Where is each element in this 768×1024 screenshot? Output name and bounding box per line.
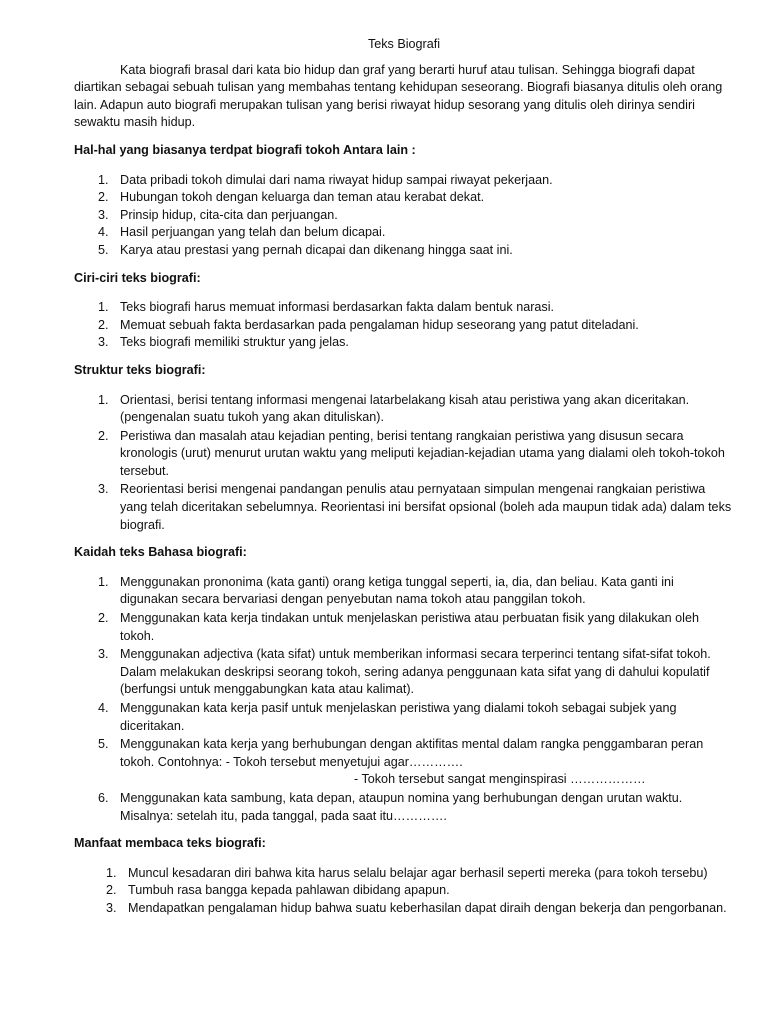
list-number: 2. — [98, 428, 109, 443]
list-item-text: Hasil perjuangan yang telah dan belum dicapai. — [120, 225, 386, 240]
list-item — [74, 481, 734, 534]
list-number: 2. — [106, 883, 117, 898]
list-item-text: Muncul kesadaran diri bahwa kita harus selalu belajar agar berhasil seperti mereka (para tokoh tersebu) — [128, 865, 708, 880]
section-heading-hal-hal: Hal-hal yang biasanya terdpat biografi tokoh Antara lain : — [74, 142, 416, 157]
list-item — [74, 700, 734, 735]
list-item — [74, 242, 734, 260]
list-number: 2. — [98, 317, 109, 332]
list-item — [74, 334, 734, 352]
list-item — [74, 736, 734, 789]
list-number: 1. — [98, 300, 109, 315]
list-item-example: - Tokoh tersebut sangat menginspirasi ……………… — [354, 772, 646, 787]
list-number: 3. — [98, 207, 109, 222]
list-number: 3. — [98, 482, 109, 497]
list-number: 3. — [98, 647, 109, 662]
list-item-text: Hubungan tokoh dengan keluarga dan teman atau kerabat dekat. — [120, 190, 485, 205]
list-item-text: Menggunakan kata kerja tindakan untuk menjelaskan peristiwa atau perbuatan fisik yang dilakukan oleh tokoh. — [120, 611, 699, 643]
list-hal-hal — [74, 172, 734, 260]
list-number: 5. — [98, 737, 109, 752]
list-item — [74, 610, 734, 645]
list-number: 2. — [98, 190, 109, 205]
list-struktur — [74, 392, 734, 535]
list-ciri-ciri — [74, 299, 734, 352]
list-item — [74, 299, 734, 317]
list-item-text: Menggunakan adjectiva (kata sifat) untuk memberikan informasi secara terperinci tentang sifat-sifat tokoh. Dalam melakukan deskripsi seorang tokoh, sering adanya penggunaan kata sifat yang di dahului kopulatif (berfungsi untuk menggabungkan kata atau kalimat). — [120, 647, 711, 697]
list-item-text: Tumbuh rasa bangga kepada pahlawan dibidang apapun. — [128, 883, 450, 898]
section-heading-kaidah: Kaidah teks Bahasa biografi: — [74, 545, 247, 560]
list-item — [74, 224, 734, 242]
list-item-text: Teks biografi harus memuat informasi berdasarkan fakta dalam bentuk narasi. — [120, 300, 554, 315]
list-item-text: Orientasi, berisi tentang informasi mengenai latarbelakang kisah atau peristiwa yang akan diceritakan. (pengenalan suatu tukoh yang akan dituliskan). — [120, 392, 690, 425]
section-heading-manfaat: Manfaat membaca teks biografi: — [74, 836, 266, 851]
list-item-text: Menggunakan kata sambung, kata depan, ataupun nomina yang berhubungan dengan urutan waktu. Misalnya: setelah itu, pada tanggal, pada saat itu…………. — [120, 790, 683, 823]
intro-paragraph: Kata biografi brasal dari kata bio hidup dan graf yang berarti huruf atau tulisan. Sehingga biografi dapat diartikan sebagai sebuah tulisan yang membahas tentang kehidupan seseorang. Biografi biasanya ditulis oleh orang lain. Adapun auto biografi merupakan tulisan yang berisi riwayat hidup sesorang yang ditulis oleh dirinya sendiri sewaktu masih hidup. — [74, 62, 723, 130]
list-item — [74, 646, 734, 699]
list-item — [74, 790, 734, 825]
list-number: 1. — [98, 574, 109, 589]
list-number: 5. — [98, 242, 109, 257]
list-item-text: Karya atau prestasi yang pernah dicapai dan dikenang hingga saat ini. — [120, 242, 513, 257]
list-item — [74, 574, 734, 609]
list-item — [74, 172, 734, 190]
list-item-text: Teks biografi memiliki struktur yang jelas. — [120, 335, 349, 350]
list-item — [74, 189, 734, 207]
list-item — [74, 865, 734, 883]
section-heading-ciri-ciri: Ciri-ciri teks biografi: — [74, 270, 201, 285]
list-number: 3. — [98, 335, 109, 350]
list-item — [74, 207, 734, 225]
list-number: 1. — [98, 392, 109, 407]
list-item — [74, 900, 734, 918]
list-item — [74, 428, 734, 481]
list-number: 3. — [106, 900, 117, 915]
document-page — [74, 36, 734, 928]
list-item-text: Peristiwa dan masalah atau kejadian penting, berisi tentang rangkaian peristiwa yang disusun secara kronologis (urut) menurut urutan waktu yang meliputi kejadian-kejadian utama yang dialami oleh tokoh-tokoh tersebut. — [120, 428, 725, 478]
list-number: 6. — [98, 790, 109, 805]
list-number: 1. — [98, 172, 109, 187]
list-item-text: Prinsip hidup, cita-cita dan perjuangan. — [120, 207, 338, 222]
list-item — [74, 317, 734, 335]
list-item-text: Memuat sebuah fakta berdasarkan pada pengalaman hidup seseorang yang patut diteladani. — [120, 317, 639, 332]
list-manfaat — [74, 865, 734, 918]
list-item-text: Menggunakan prononima (kata ganti) orang ketiga tunggal seperti, ia, dia, dan beliau. Kata ganti ini digunakan secara bervariasi dengan penyebutan nama tokoh atau panggilan tokoh. — [120, 574, 674, 607]
list-number: 1. — [106, 865, 117, 880]
list-number: 2. — [98, 611, 109, 626]
list-kaidah — [74, 574, 734, 825]
list-item-text: Menggunakan kata kerja pasif untuk menjelaskan peristiwa yang dialami tokoh sebagai subjek yang diceritakan. — [120, 701, 677, 733]
list-number: 4. — [98, 225, 109, 240]
list-item-text: Data pribadi tokoh dimulai dari nama riwayat hidup sampai riwayat pekerjaan. — [120, 172, 553, 187]
list-item-text: Reorientasi berisi mengenai pandangan penulis atau pernyataan simpulan mengenai rangkaian peristiwa yang telah diceritakan sebelumnya. Reorientasi ini bersifat opsional (boleh ada maupun tidak ada) dalam teks biografi. — [120, 482, 732, 532]
list-item — [74, 392, 734, 427]
list-item — [74, 882, 734, 900]
section-heading-struktur: Struktur teks biografi: — [74, 362, 206, 377]
list-item-text: Menggunakan kata kerja yang berhubungan dengan aktifitas mental dalam rangka penggambaran peran tokoh. Contohnya: - Tokoh tersebut menyetujui agar…………. — [120, 737, 704, 769]
document-title: Teks Biografi — [367, 37, 441, 51]
list-number: 4. — [98, 701, 109, 715]
list-item-text: Mendapatkan pengalaman hidup bahwa suatu keberhasilan dapat diraih dengan bekerja dan pengorbanan. — [128, 900, 727, 915]
